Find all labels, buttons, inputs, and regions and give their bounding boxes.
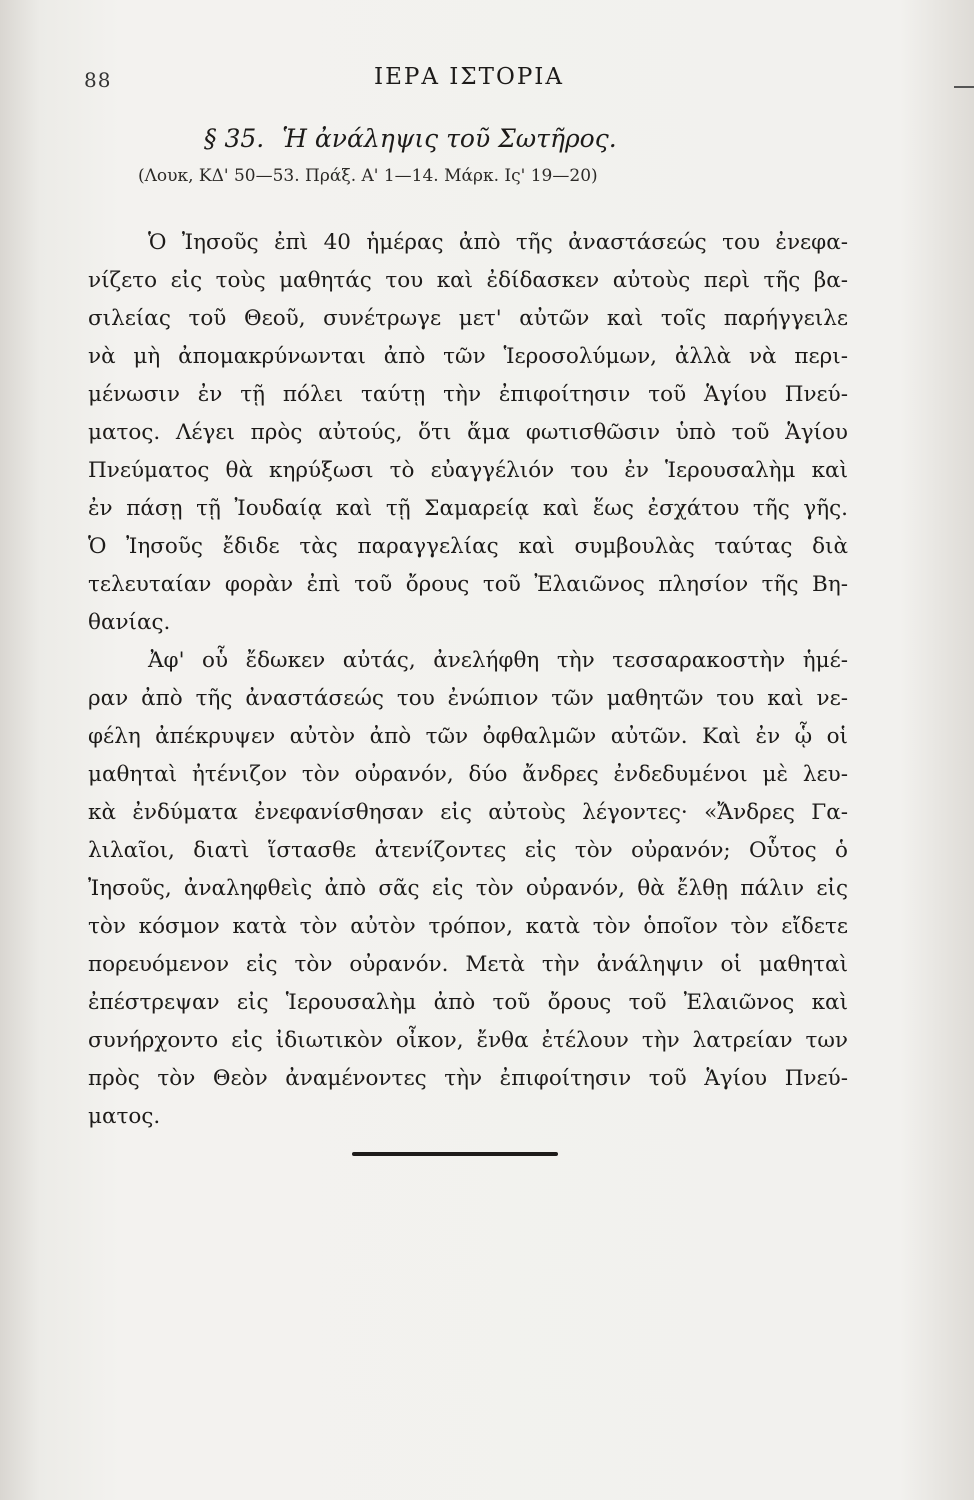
text-line: θανίας. — [88, 610, 171, 635]
text-line: ματος. Λέγει πρὸς αὐτούς, ὅτι ἅμα φωτισθῶσιν ὑπὸ τοῦ Ἁγίου — [88, 420, 848, 445]
text-line: ἐπέστρεψαν εἰς Ἱερουσαλὴμ ἀπὸ τοῦ ὄρους τοῦ Ἐλαιῶνος καὶ — [88, 990, 848, 1015]
text-line: νὰ μὴ ἀπομακρύνωνται ἀπὸ τῶν Ἱεροσολύμων, ἀλλὰ νὰ περι- — [88, 344, 848, 369]
text-line: Ἰησοῦς, ἀναληφθεὶς ἀπὸ σᾶς εἰς τὸν οὐρανόν, θὰ ἔλθῃ πάλιν εἰς — [88, 876, 848, 901]
page-number: 88 — [84, 68, 112, 92]
text-line: πορευόμενον εἰς τὸν οὐρανόν. Μετὰ τὴν ἀνάληψιν οἱ μαθηταὶ — [88, 952, 848, 977]
text-line: Πνεύματος θὰ κηρύξωσι τὸ εὐαγγέλιόν του ἐν Ἱερουσαλὴμ καὶ — [88, 458, 848, 483]
page-header — [84, 56, 854, 100]
body-text — [88, 224, 848, 1136]
running-title: ΙΕΡΑ ΙΣΤΟΡΙΑ — [374, 64, 564, 90]
section-symbol: § — [204, 124, 217, 153]
text-line: μαθηταὶ ἠτένιζον τὸν οὐρανόν, δύο ἄνδρες ἐνδεδυμένοι μὲ λευ- — [88, 762, 848, 787]
page-edge-mark — [954, 86, 974, 88]
text-line: φέλη ἀπέκρυψεν αὐτὸν ἀπὸ τῶν ὀφθαλμῶν αὐτῶν. Καὶ ἐν ᾧ οἱ — [88, 724, 848, 749]
text-line: λιλαῖοι, διατὶ ἵστασθε ἀτενίζοντες εἰς τὸν οὐρανόν; Οὗτος ὁ — [88, 838, 848, 863]
text-line: ραν ἀπὸ τῆς ἀναστάσεώς του ἐνώπιον τῶν μαθητῶν του καὶ νε- — [88, 686, 848, 711]
text-line: νίζετο εἰς τοὺς μαθητάς του καὶ ἐδίδασκεν αὐτοὺς περὶ τῆς βα- — [88, 268, 848, 293]
text-line: Ἀφ' οὗ ἔδωκεν αὐτάς, ἀνελήφθη τὴν τεσσαρακοστὴν ἡμέ- — [148, 648, 848, 673]
text-line: συνήρχοντο εἰς ἰδιωτικὸν οἶκον, ἔνθα ἐτέλουν τὴν λατρείαν των — [88, 1028, 848, 1053]
text-line: ματος. — [88, 1104, 161, 1129]
scripture-references: (Λουκ, ΚΔ' 50—53. Πράξ. Α' 1—14. Μάρκ. Ις' 19—20) — [138, 166, 598, 186]
text-line: μένωσιν ἐν τῇ πόλει ταύτῃ τὴν ἐπιφοίτησιν τοῦ Ἁγίου Πνεύ- — [88, 382, 848, 407]
text-line: σιλείας τοῦ Θεοῦ, συνέτρωγε μετ' αὐτῶν καὶ τοῖς παρήγγειλε — [88, 306, 848, 331]
text-line: τὸν κόσμον κατὰ τὸν αὐτὸν τρόπον, κατὰ τὸν ὁποῖον τὸν εἴδετε — [88, 914, 848, 939]
text-line: Ὁ Ἰησοῦς ἐπὶ 40 ἡμέρας ἀπὸ τῆς ἀναστάσεώς του ἐνεφα- — [148, 230, 848, 255]
section-end-rule — [352, 1152, 558, 1156]
text-line: πρὸς τὸν Θεὸν ἀναμένοντες τὴν ἐπιφοίτησιν τοῦ Ἁγίου Πνεύ- — [88, 1066, 848, 1091]
text-line: κὰ ἐνδύματα ἐνεφανίσθησαν εἰς αὐτοὺς λέγοντες· «Ἄνδρες Γα- — [88, 800, 848, 825]
text-line: τελευταίαν φορὰν ἐπὶ τοῦ ὄρους τοῦ Ἐλαιῶνος πλησίον τῆς Βη- — [88, 572, 848, 597]
section-number: 35. — [224, 124, 265, 153]
section-title: Ἡ ἀνάληψις τοῦ Σωτῆρος. — [282, 124, 617, 153]
section-heading — [204, 124, 617, 153]
text-line: Ὁ Ἰησοῦς ἔδιδε τὰς παραγγελίας καὶ συμβουλὰς ταύτας διὰ — [88, 534, 848, 559]
text-line: ἐν πάσῃ τῇ Ἰουδαίᾳ καὶ τῇ Σαμαρείᾳ καὶ ἕως ἐσχάτου τῆς γῆς. — [88, 496, 848, 521]
